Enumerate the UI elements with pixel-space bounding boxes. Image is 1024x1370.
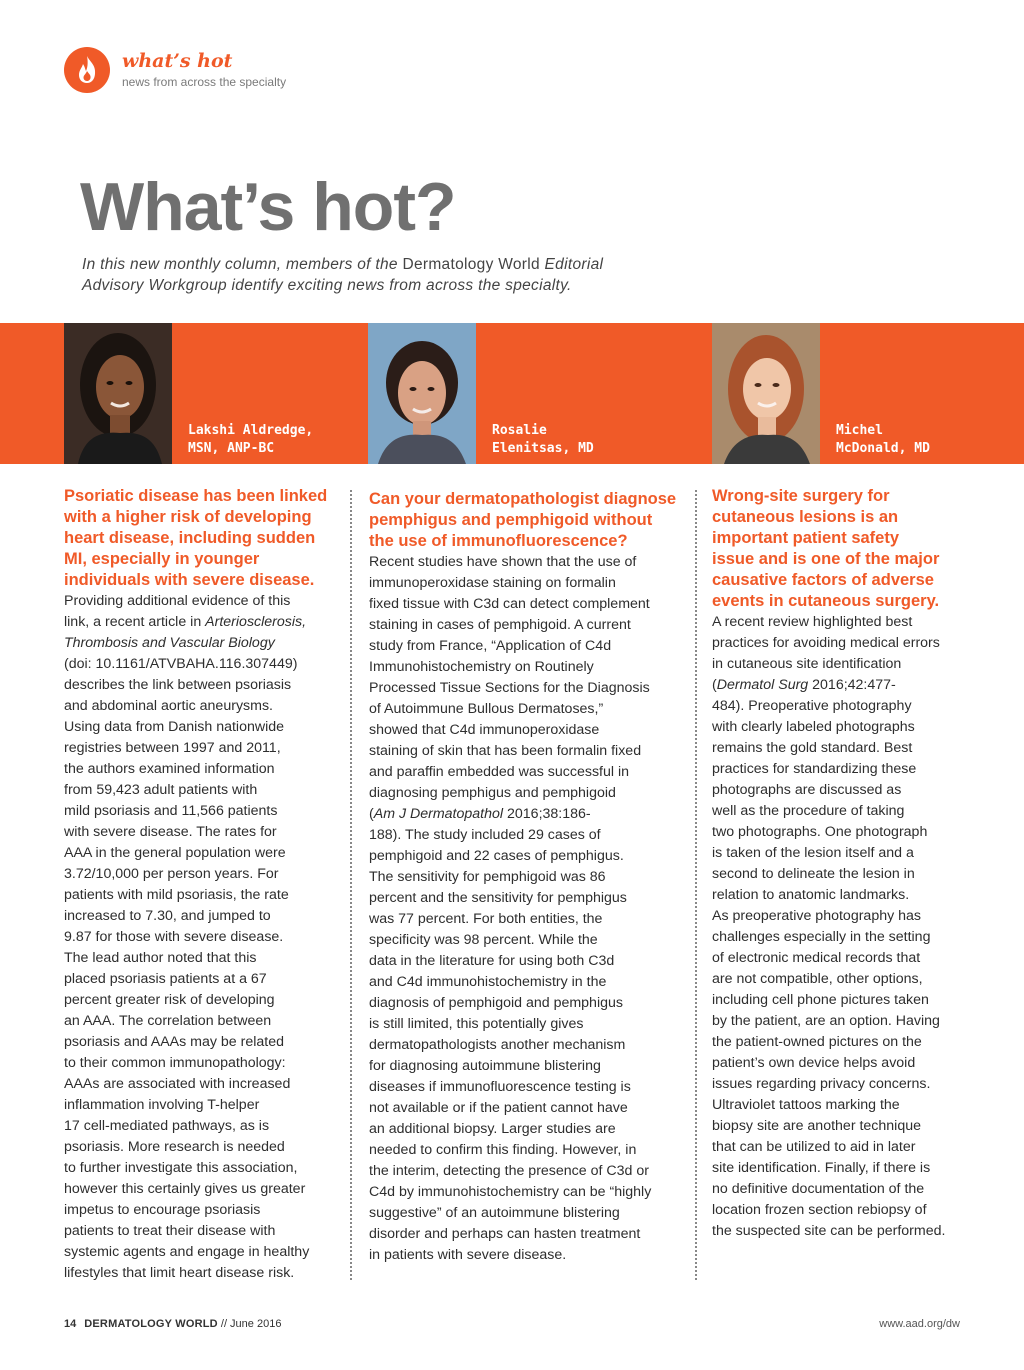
text-line: specificity was 98 percent. While the: [369, 932, 598, 948]
text-line: Psoriatic disease has been linked: [64, 487, 328, 505]
text-line: important patient safety: [712, 529, 900, 547]
text-line: no definitive documentation of the: [712, 1181, 925, 1197]
text-line: challenges especially in the setting: [712, 929, 931, 945]
text-line: is still limited, this potentially gives: [369, 1016, 584, 1032]
text-line: heart disease, including sudden: [64, 529, 316, 547]
text-line: systemic agents and engage in healthy: [64, 1244, 310, 1260]
text-line: 9.87 for those with severe disease.: [64, 929, 284, 945]
text-line: pemphigus and pemphigoid without: [369, 511, 653, 529]
text-line: to further investigate this association,: [64, 1160, 298, 1176]
text-line: staining of skin that has been formalin fixed: [369, 743, 642, 759]
author-caption-elenitsas: [492, 422, 594, 458]
text-line: Processed Tissue Sections for the Diagnosis: [369, 680, 650, 696]
text-line: disorder and perhaps can hasten treatment: [369, 1226, 641, 1242]
text-line: relation to anatomic landmarks.: [712, 887, 910, 903]
body-lines: [712, 696, 982, 1242]
text-line: location frozen section rebiopsy of: [712, 1202, 927, 1218]
body-text: link, a recent article in: [64, 614, 206, 630]
text-line: mild psoriasis and 11,566 patients: [64, 803, 278, 819]
text-line: of electronic medical records that: [712, 950, 921, 966]
intro-text-2: Editorial: [539, 256, 604, 273]
journal-title: Thrombosis and Vascular Biology: [64, 635, 275, 651]
text-line: cutaneous lesions is an: [712, 508, 899, 526]
page-number: 14: [64, 1318, 77, 1330]
text-line: practices for standardizing these: [712, 761, 917, 777]
flame-icon: [64, 47, 110, 93]
text-line: As preoperative photography has: [712, 908, 922, 924]
journal-title: Am J Dermatopathol: [373, 806, 504, 822]
issue-date: // June 2016: [217, 1318, 282, 1330]
intro-text-3: Advisory Workgroup identify exciting news from across the specialty.: [82, 277, 572, 294]
body-text: (: [369, 806, 374, 822]
author-caption-aldredge: [188, 422, 313, 458]
text-line: MI, especially in younger: [64, 550, 260, 568]
body-line: [369, 804, 687, 825]
text-line: is taken of the lesion itself and a: [712, 845, 914, 861]
column-divider: [350, 490, 352, 1280]
website-url: www.aad.org/dw: [879, 1318, 960, 1330]
text-line: fixed tissue with C3d can detect complement: [369, 596, 650, 612]
body-line: Providing additional evidence of this: [64, 593, 291, 609]
author-photo-elenitsas: [368, 323, 476, 464]
intro-text-1: In this new monthly column, members of the: [82, 256, 403, 273]
text-line: diseases if immunofluorescence testing is: [369, 1079, 631, 1095]
page-title: What’s hot?: [80, 169, 456, 245]
article-pemphigus: [369, 489, 687, 1266]
text-line: with a higher risk of developing: [64, 508, 312, 526]
text-line: AAA in the general population were: [64, 845, 286, 861]
text-line: describes the link between psoriasis: [64, 677, 292, 693]
text-line: by the patient, are an option. Having: [712, 1013, 940, 1029]
text-line: and paraffin embedded was successful in: [369, 764, 630, 780]
article-headline: [64, 486, 339, 591]
text-line: biopsy site are another technique: [712, 1118, 922, 1134]
text-line: and abdominal aortic aneurysms.: [64, 698, 273, 714]
text-line: The lead author noted that this: [64, 950, 257, 966]
text-line: for diagnosing autoimmune blistering: [369, 1058, 601, 1074]
text-line: the interim, detecting the presence of C3d or: [369, 1163, 649, 1179]
body-lines: [369, 552, 687, 804]
text-line: diagnosing pemphigus and pemphigoid: [369, 785, 616, 801]
section-title: what’s hot: [122, 50, 233, 72]
text-line: increased to 7.30, and jumped to: [64, 908, 271, 924]
text-line: study from France, “Application of C4d: [369, 638, 612, 654]
column-divider: [695, 490, 697, 1280]
text-line: 17 cell-mediated pathways, as is: [64, 1118, 270, 1134]
article-body: [369, 552, 687, 1266]
text-line: inflammation involving T-helper: [64, 1097, 260, 1113]
text-line: impetus to encourage psoriasis: [64, 1202, 261, 1218]
text-line: events in cutaneous surgery.: [712, 592, 940, 610]
author-name: Michel: [836, 423, 883, 438]
text-line: patient’s own device helps avoid: [712, 1055, 916, 1071]
text-line: staining in cases of pemphigoid. A current: [369, 617, 631, 633]
text-line: immunoperoxidase staining on formalin: [369, 575, 616, 591]
intro-paragraph: [82, 254, 722, 296]
text-line: photographs are discussed as: [712, 782, 902, 798]
text-line: well as the procedure of taking: [712, 803, 905, 819]
author-name: Lakshi Aldredge,: [188, 423, 314, 438]
text-line: dermatopathologists another mechanism: [369, 1037, 626, 1053]
text-line: the use of immunofluorescence?: [369, 532, 628, 550]
magazine-name: DERMATOLOGY WORLD: [84, 1318, 218, 1330]
text-line: in cutaneous site identification: [712, 656, 902, 672]
body-text: (: [712, 677, 717, 693]
text-line: however this certainly gives us greater: [64, 1181, 306, 1197]
text-line: issues regarding privacy concerns.: [712, 1076, 931, 1092]
text-line: 188). The study included 29 cases of: [369, 827, 601, 843]
body-lines: [64, 654, 339, 1284]
text-line: (doi: 10.1161/ATVBAHA.116.307449): [64, 656, 298, 672]
text-line: Immunohistochemistry on Routinely: [369, 659, 594, 675]
text-line: patients to treat their disease with: [64, 1223, 276, 1239]
text-line: pemphigoid and 22 cases of pemphigus.: [369, 848, 624, 864]
text-line: The sensitivity for pemphigoid was 86: [369, 869, 606, 885]
text-line: from 59,423 adult patients with: [64, 782, 258, 798]
text-line: lifestyles that limit heart disease risk.: [64, 1265, 295, 1281]
text-line: practices for avoiding medical errors: [712, 635, 940, 651]
text-line: showed that C4d immunoperoxidase: [369, 722, 600, 738]
text-line: 484). Preoperative photography: [712, 698, 912, 714]
text-line: A recent review highlighted best: [712, 614, 913, 630]
author-credentials: MSN, ANP-BC: [188, 441, 275, 456]
journal-title: Dermatol Surg: [716, 677, 809, 693]
text-line: suggestive” of an autoimmune blistering: [369, 1205, 620, 1221]
text-line: needed to confirm this finding. However, in: [369, 1142, 637, 1158]
author-credentials: McDonald, MD: [836, 441, 930, 456]
text-line: registries between 1997 and 2011,: [64, 740, 281, 756]
text-line: diagnosis of pemphigoid and pemphigus: [369, 995, 623, 1011]
text-line: remains the gold standard. Best: [712, 740, 913, 756]
text-line: patients with mild psoriasis, the rate: [64, 887, 289, 903]
journal-title: Arteriosclerosis,: [205, 614, 307, 630]
text-line: two photographs. One photograph: [712, 824, 928, 840]
text-line: the authors examined information: [64, 761, 275, 777]
text-line: C4d by immunohistochemistry can be “highly: [369, 1184, 652, 1200]
text-line: to their common immunopathology:: [64, 1055, 286, 1071]
text-line: Can your dermatopathologist diagnose: [369, 490, 677, 508]
text-line: of Autoimmune Bullous Dermatoses,”: [369, 701, 604, 717]
article-headline: [369, 489, 687, 552]
text-line: percent greater risk of developing: [64, 992, 275, 1008]
intro-magazine: Dermatology World: [402, 256, 540, 273]
text-line: psoriasis and AAAs may be related: [64, 1034, 285, 1050]
text-line: Ultraviolet tattoos marking the: [712, 1097, 900, 1113]
article-body: [64, 591, 339, 1284]
text-line: percent and the sensitivity for pemphigus: [369, 890, 627, 906]
text-line: Wrong-site surgery for: [712, 487, 890, 505]
body-line: [712, 675, 982, 696]
text-line: with severe disease. The rates for: [64, 824, 277, 840]
body-text: 2016;38:186-: [503, 806, 591, 822]
text-line: second to delineate the lesion in: [712, 866, 915, 882]
text-line: that can be utilized to aid in later: [712, 1139, 916, 1155]
text-line: and C4d immunohistochemistry in the: [369, 974, 607, 990]
article-headline: [712, 486, 982, 612]
text-line: psoriasis. More research is needed: [64, 1139, 285, 1155]
text-line: are not compatible, other options,: [712, 971, 923, 987]
article-wrong-site-surgery: [712, 486, 982, 1242]
body-text: 2016;42:477-: [808, 677, 896, 693]
text-line: was 77 percent. For both entities, the: [369, 911, 603, 927]
text-line: including cell phone pictures taken: [712, 992, 929, 1008]
text-line: issue and is one of the major: [712, 550, 940, 568]
article-body: [712, 612, 982, 1242]
body-lines: [712, 612, 982, 675]
text-line: AAAs are associated with increased: [64, 1076, 291, 1092]
author-caption-mcdonald: [836, 422, 930, 458]
flame-badge: [64, 47, 110, 93]
text-line: an additional biopsy. Larger studies are: [369, 1121, 616, 1137]
author-photo-aldredge: [64, 323, 172, 464]
text-line: site identification. Finally, if there is: [712, 1160, 931, 1176]
text-line: Using data from Danish nationwide: [64, 719, 285, 735]
text-line: causative factors of adverse: [712, 571, 934, 589]
author-photo-mcdonald: [712, 323, 820, 464]
article-psoriasis: [64, 486, 339, 1284]
body-line: [64, 633, 339, 654]
text-line: with clearly labeled photographs: [712, 719, 915, 735]
text-line: individuals with severe disease.: [64, 571, 315, 589]
page-footer: [64, 1318, 281, 1330]
text-line: an AAA. The correlation between: [64, 1013, 272, 1029]
body-line: [64, 612, 339, 633]
text-line: the suspected site can be performed.: [712, 1223, 946, 1239]
author-credentials: Elenitsas, MD: [492, 441, 594, 456]
text-line: in patients with severe disease.: [369, 1247, 567, 1263]
text-line: Recent studies have shown that the use of: [369, 554, 637, 570]
author-name: Rosalie: [492, 423, 547, 438]
section-subtitle: news from across the specialty: [122, 75, 287, 89]
text-line: not available or if the patient cannot have: [369, 1100, 628, 1116]
text-line: 3.72/10,000 per person years. For: [64, 866, 279, 882]
text-line: placed psoriasis patients at a 67: [64, 971, 267, 987]
text-line: the patient-owned pictures on the: [712, 1034, 922, 1050]
text-line: data in the literature for using both C3d: [369, 953, 615, 969]
body-lines: [369, 825, 687, 1266]
